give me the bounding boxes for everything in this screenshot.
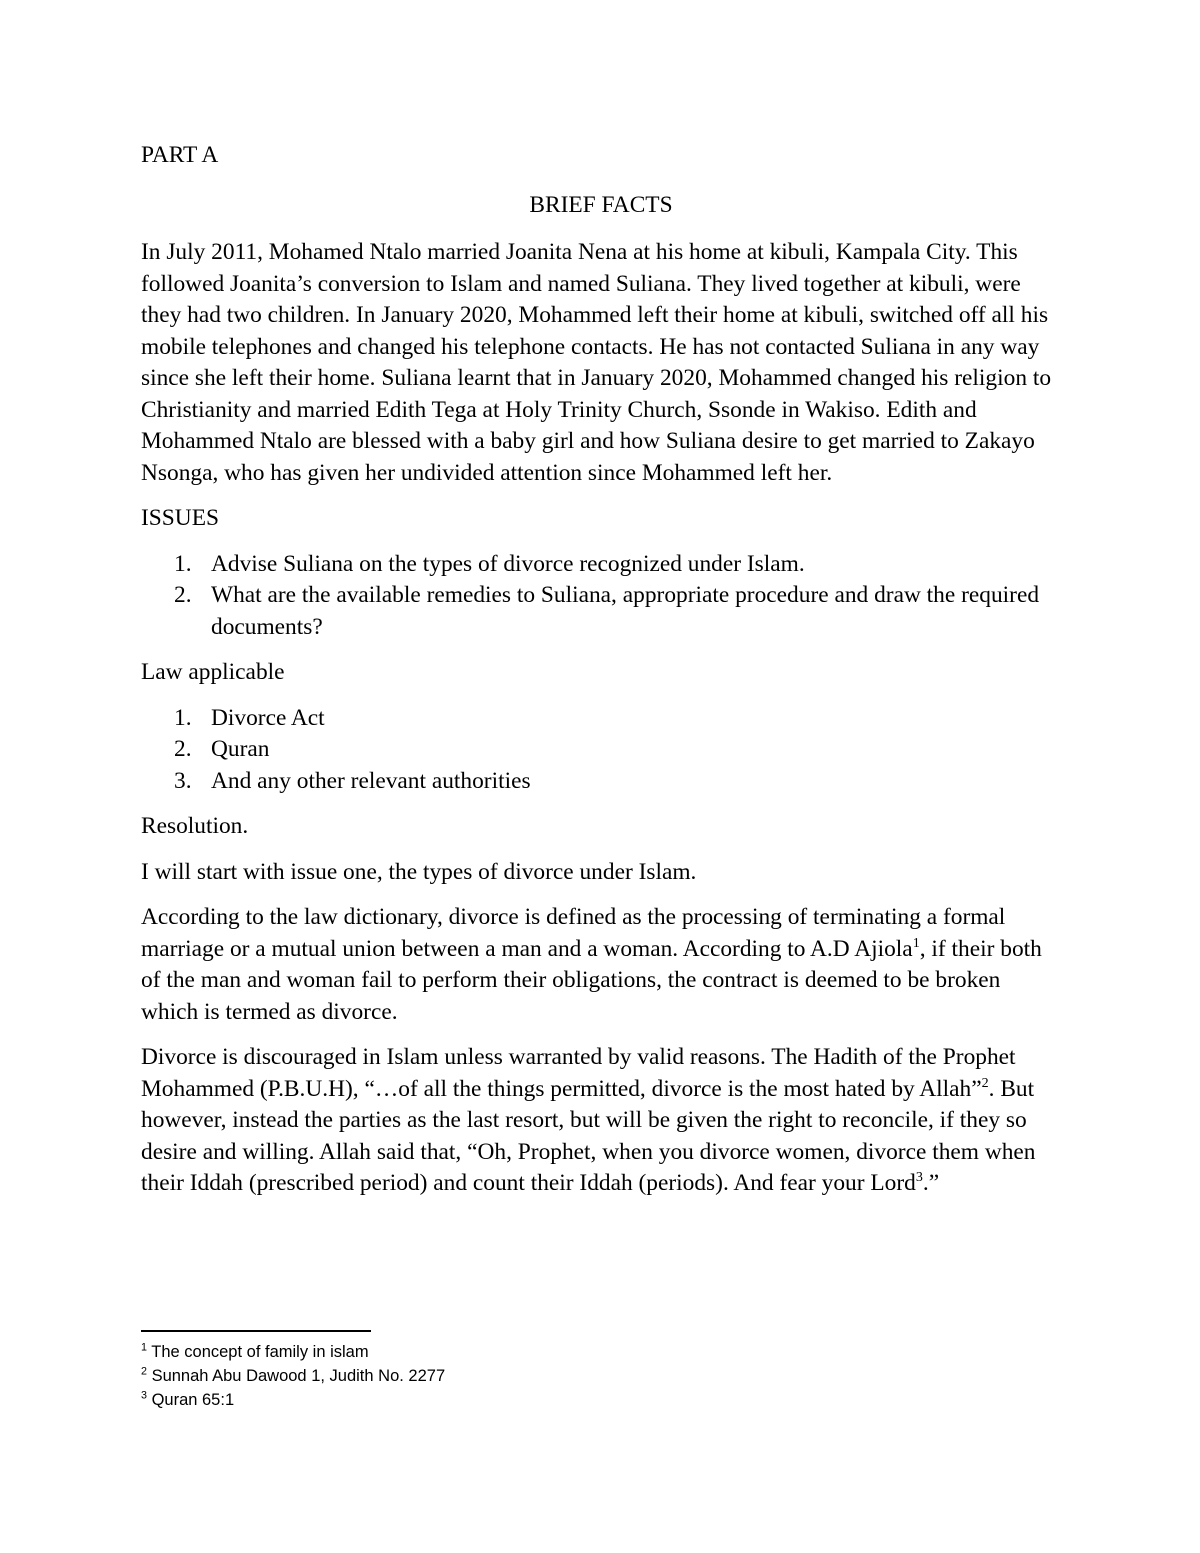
list-item — [141, 734, 1061, 766]
list-item-number: 1. — [174, 704, 192, 731]
footnote-ref-1: 1 — [912, 934, 920, 951]
footnote-separator — [141, 1330, 371, 1332]
list-item-text: What are the available remedies to Suliana, appropriate procedure and draw the required documents? — [211, 582, 1040, 640]
list-item — [141, 580, 1061, 643]
footnote-item — [141, 1340, 1061, 1364]
paragraph-text: , if their both of the man and woman fail to perform their obligations, the contract is deemed to be broken which is termed as divorce. — [141, 935, 1042, 1025]
law-applicable-title: Law applicable — [141, 659, 285, 685]
footnote-number: 1 — [141, 1341, 147, 1354]
resolution-title: Resolution. — [141, 813, 249, 839]
list-item-text: Divorce Act — [211, 704, 325, 731]
document-page — [141, 140, 1061, 1214]
paragraph-text: According to the law dictionary, divorce is defined as the processing of terminating a formal marriage or a mutual union between a man and a woman. According to A.D Ajiola — [141, 904, 1006, 962]
list-item-number: 3. — [174, 767, 192, 794]
list-item-text: Advise Suliana on the types of divorce recognized under Islam. — [211, 550, 805, 577]
divorce-islam-paragraph — [141, 1042, 1061, 1200]
list-item-number: 2. — [174, 582, 192, 608]
footnote-number: 3 — [141, 1389, 147, 1402]
list-item-number: 2. — [174, 736, 192, 762]
list-item — [141, 766, 1061, 798]
list-item-text: And any other relevant authorities — [211, 767, 531, 794]
part-heading: PART A — [141, 142, 219, 168]
footnote-text: The concept of family in islam — [151, 1343, 369, 1361]
issues-title: ISSUES — [141, 505, 219, 531]
divorce-definition-paragraph — [141, 902, 1061, 1028]
footnote-number: 2 — [141, 1365, 147, 1378]
footnote-ref-3: 3 — [915, 1169, 923, 1186]
list-item — [141, 549, 1061, 581]
resolution-intro: I will start with issue one, the types of divorce under Islam. — [141, 858, 697, 885]
issues-list — [141, 549, 1061, 644]
footnotes — [141, 1330, 1061, 1412]
footnote-ref-2: 2 — [981, 1074, 989, 1091]
paragraph-text: . But however, instead the parties as the last resort, but will be given the right to reconcile, if they so desire and willing. Allah said that, “Oh, Prophet, when you divorce women, divorce them when their Iddah (prescribed period) and count their Iddah (periods). And fear your Lord — [141, 1075, 1036, 1196]
footnote-item — [141, 1364, 1061, 1388]
footnote-text: Sunnah Abu Dawood 1, Judith No. 2277 — [151, 1367, 446, 1385]
paragraph-text: .” — [922, 1170, 940, 1196]
list-item — [141, 703, 1061, 735]
footnote-text: Quran 65:1 — [151, 1391, 235, 1409]
footnote-item — [141, 1388, 1061, 1412]
list-item-number: 1. — [174, 550, 192, 577]
brief-facts-paragraph: In July 2011, Mohamed Ntalo married Joanita Nena at his home at kibuli, Kampala City. This followed Joanita’s conversion to Islam and named Suliana. They lived together at kibuli, were they had two children. In January 2020, Mohammed left their home at kibuli, switched off all his mobile telephones and changed his telephone contacts. He has not contacted Suliana in any way since she left their home. Suliana learnt that in January 2020, Mohammed changed his religion to Christianity and married Edith Tega at Holy Trinity Church, Ssonde in Wakiso. Edith and Mohammed Ntalo are blessed with a baby girl and how Suliana desire to get married to Zakayo Nsonga, who has given her undivided attention since Mohammed left her. — [141, 239, 1052, 486]
paragraph-text: Divorce is discouraged in Islam unless warranted by valid reasons. The Hadith of the Prophet Mohammed (P.B.U.H), “…of all the things permitted, divorce is the most hated by Allah” — [141, 1044, 1016, 1102]
law-applicable-list — [141, 703, 1061, 798]
brief-facts-title: BRIEF FACTS — [529, 191, 673, 218]
list-item-text: Quran — [211, 736, 270, 762]
